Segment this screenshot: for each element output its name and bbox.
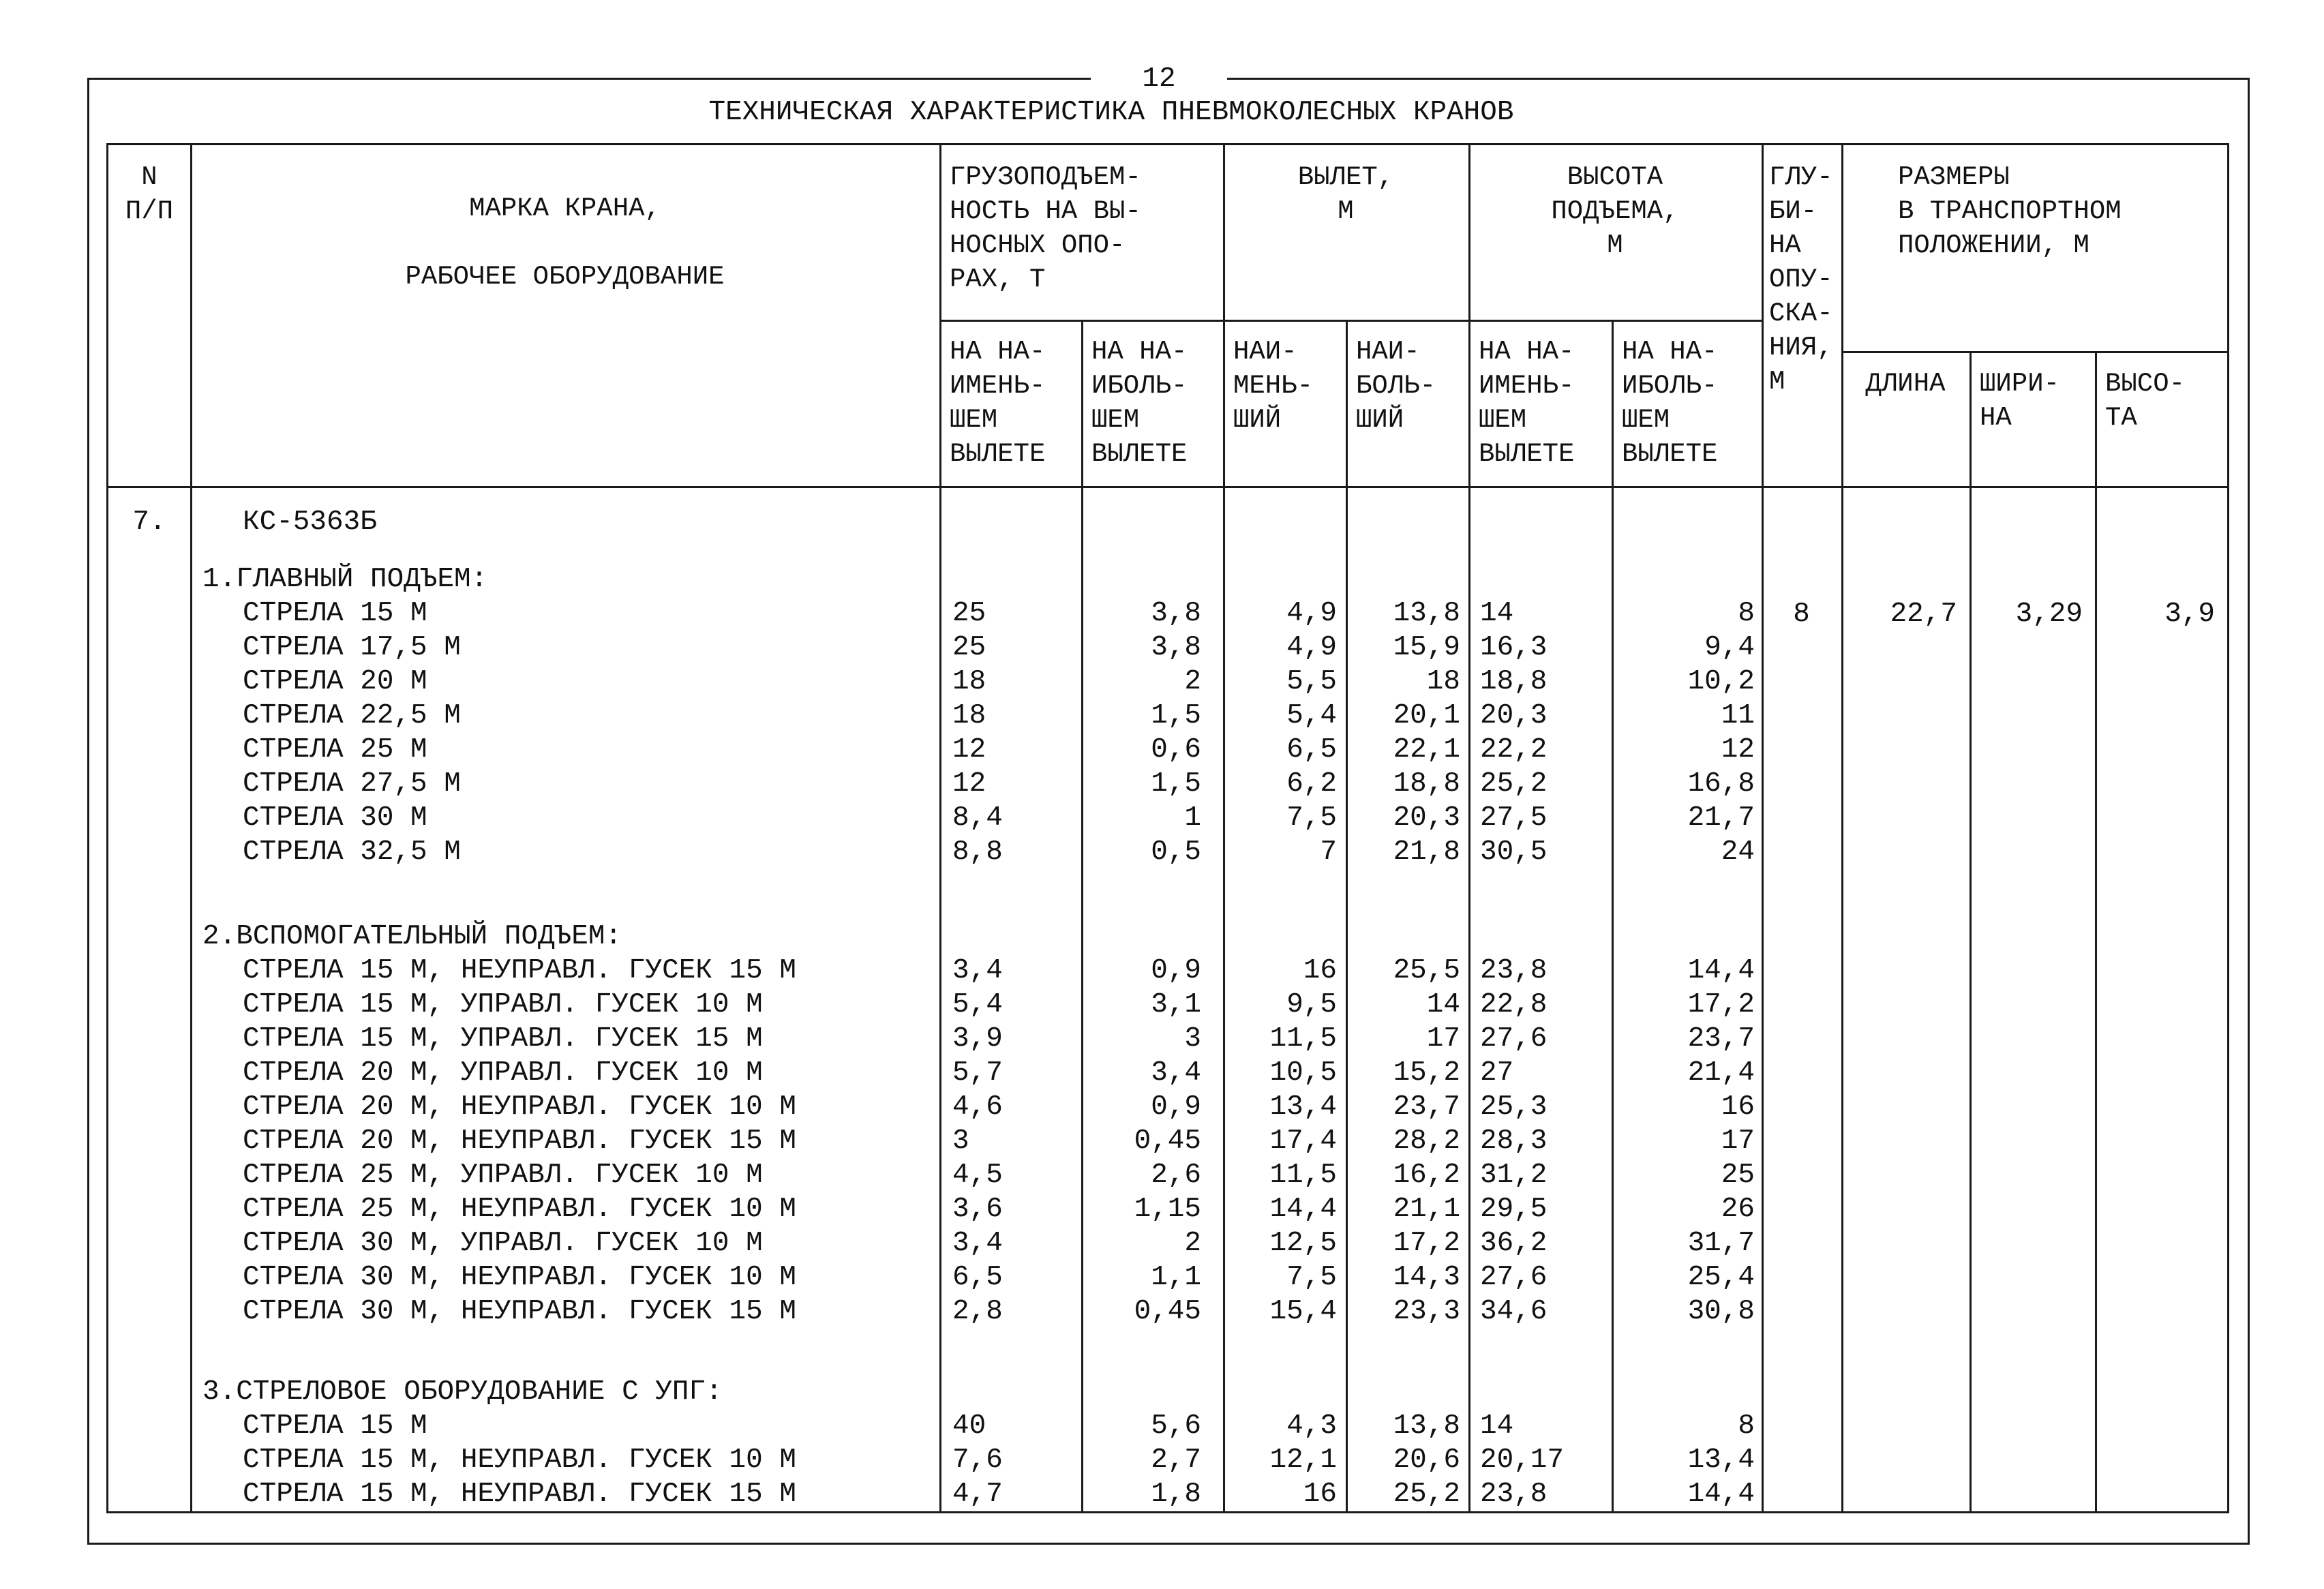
cell-reach-max: 17,2 (1393, 1228, 1460, 1259)
cell-reach-min: 5,5 (1286, 666, 1337, 697)
cell-h-max: 25,4 (1687, 1262, 1755, 1293)
cell-reach-min: 17,4 (1269, 1125, 1337, 1157)
cell-reach-max: 15,9 (1393, 632, 1460, 663)
cell-reach-max: 14 (1426, 989, 1460, 1020)
header-brand: МАРКА КРАНА, РАБОЧЕЕ ОБОРУДОВАНИЕ (405, 194, 725, 292)
cell-cap-max: 5,6 (1151, 1410, 1201, 1442)
cell-cap-min: 8,8 (952, 836, 1003, 868)
cell-cap-max: 3,8 (1151, 632, 1201, 663)
cell-h-max: 14,4 (1687, 955, 1755, 986)
row-name: СТРЕЛА 25 М, НЕУПРАВЛ. ГУСЕК 10 М (243, 1194, 796, 1225)
cell-reach-min: 7 (1320, 836, 1337, 868)
header-depth: ГЛУ- БИ- НА ОПУ- СКА- НИЯ, М (1769, 162, 1833, 397)
header-height-min: НА НА- ИМЕНЬ- ШЕМ ВЫЛЕТЕ (1479, 337, 1575, 469)
header-num: N П/П (125, 162, 174, 226)
cell-cap-max: 3,8 (1151, 598, 1201, 629)
cell-h-max: 9,4 (1704, 632, 1755, 663)
cell-h-min: 27 (1480, 1057, 1514, 1089)
cell-reach-max: 13,8 (1393, 1410, 1460, 1442)
section-title: 2.ВСПОМОГАТЕЛЬНЫЙ ПОДЪЕМ: (202, 921, 622, 952)
cell-reach-min: 16 (1303, 1479, 1337, 1510)
cell-h-min: 14 (1480, 1410, 1514, 1442)
cell-h-max: 17,2 (1687, 989, 1755, 1020)
row-name: СТРЕЛА 25 М, УПРАВЛ. ГУСЕК 10 М (243, 1160, 763, 1191)
cell-reach-min: 5,4 (1286, 700, 1337, 731)
cell-h-max: 21,4 (1687, 1057, 1755, 1089)
cell-h-max: 31,7 (1687, 1228, 1755, 1259)
cell-h-min: 27,5 (1480, 802, 1548, 834)
crane-depth: 8 (1793, 599, 1810, 630)
cell-cap-max: 1,5 (1151, 768, 1201, 800)
cell-h-min: 30,5 (1480, 836, 1548, 868)
cell-cap-min: 18 (952, 700, 986, 731)
cell-cap-min: 8,4 (952, 802, 1003, 834)
cell-h-min: 25,2 (1480, 768, 1548, 800)
row-name: СТРЕЛА 22,5 М (243, 700, 461, 731)
cell-h-max: 17 (1721, 1125, 1755, 1157)
cell-cap-max: 1,1 (1151, 1262, 1201, 1293)
cell-reach-min: 13,4 (1269, 1091, 1337, 1123)
cell-cap-max: 0,45 (1134, 1125, 1201, 1157)
row-name: СТРЕЛА 30 М, НЕУПРАВЛ. ГУСЕК 10 М (243, 1262, 796, 1293)
cell-reach-min: 14,4 (1269, 1194, 1337, 1225)
cell-h-max: 12 (1721, 734, 1755, 766)
cell-reach-max: 23,7 (1393, 1091, 1460, 1123)
cell-cap-min: 3 (952, 1125, 969, 1157)
cell-cap-min: 6,5 (952, 1262, 1003, 1293)
cell-cap-max: 0,9 (1151, 1091, 1201, 1123)
cell-h-max: 24 (1721, 836, 1755, 868)
cell-reach-min: 4,9 (1286, 598, 1337, 629)
cell-h-min: 31,2 (1480, 1160, 1548, 1191)
section-title: 3.СТРЕЛОВОЕ ОБОРУДОВАНИЕ С УПГ: (202, 1376, 723, 1408)
cell-reach-max: 15,2 (1393, 1057, 1460, 1089)
cell-cap-max: 1,8 (1151, 1479, 1201, 1510)
cell-cap-min: 7,6 (952, 1444, 1003, 1476)
page-number: 12 (1091, 60, 1227, 98)
cell-reach-min: 12,1 (1269, 1444, 1337, 1476)
header-height: ВЫСОТА ПОДЪЕМА, М (1551, 162, 1679, 260)
row-name: СТРЕЛА 15 М, НЕУПРАВЛ. ГУСЕК 10 М (243, 1444, 796, 1476)
row-name: СТРЕЛА 27,5 М (243, 768, 461, 800)
cell-h-max: 13,4 (1687, 1444, 1755, 1476)
header-width: ШИРИ- НА (1980, 369, 2060, 433)
cell-reach-min: 12,5 (1269, 1228, 1337, 1259)
cell-h-max: 21,7 (1687, 802, 1755, 834)
row-name: СТРЕЛА 15 М, УПРАВЛ. ГУСЕК 10 М (243, 989, 763, 1020)
cell-h-min: 18,8 (1480, 666, 1548, 697)
cell-h-min: 23,8 (1480, 1479, 1548, 1510)
cell-cap-min: 4,6 (952, 1091, 1003, 1123)
cell-cap-min: 25 (952, 632, 986, 663)
cell-cap-min: 3,6 (952, 1194, 1003, 1225)
row-name: СТРЕЛА 30 М, УПРАВЛ. ГУСЕК 10 М (243, 1228, 763, 1259)
cell-cap-max: 2,7 (1151, 1444, 1201, 1476)
cell-cap-min: 3,4 (952, 1228, 1003, 1259)
cell-reach-max: 25,5 (1393, 955, 1460, 986)
row-name: СТРЕЛА 15 М (243, 598, 427, 629)
cell-cap-max: 2 (1184, 666, 1201, 697)
cell-reach-max: 18,8 (1393, 768, 1460, 800)
cell-reach-max: 13,8 (1393, 598, 1460, 629)
cell-reach-max: 28,2 (1393, 1125, 1460, 1157)
cell-reach-max: 17 (1426, 1023, 1460, 1055)
cell-cap-max: 3 (1184, 1023, 1201, 1055)
cell-reach-min: 7,5 (1286, 1262, 1337, 1293)
cell-h-min: 28,3 (1480, 1125, 1548, 1157)
cell-reach-min: 10,5 (1269, 1057, 1337, 1089)
row-name: СТРЕЛА 15 М, НЕУПРАВЛ. ГУСЕК 15 М (243, 1479, 796, 1510)
cell-reach-min: 7,5 (1286, 802, 1337, 834)
cell-cap-min: 3,9 (952, 1023, 1003, 1055)
cell-h-min: 20,17 (1480, 1444, 1565, 1476)
row-name: СТРЕЛА 25 М (243, 734, 427, 766)
cell-h-max: 11 (1721, 700, 1755, 731)
cell-cap-max: 2 (1184, 1228, 1201, 1259)
cell-h-min: 27,6 (1480, 1262, 1548, 1293)
cell-reach-min: 6,5 (1286, 734, 1337, 766)
cell-cap-min: 18 (952, 666, 986, 697)
header-reach: ВЫЛЕТ, М (1297, 162, 1394, 226)
header-capacity: ГРУЗОПОДЪЕМ- НОСТЬ НА ВЫ- НОСНЫХ ОПО- РАХ, Т (950, 162, 1141, 294)
row-name: СТРЕЛА 15 М, НЕУПРАВЛ. ГУСЕК 15 М (243, 955, 796, 986)
crane-length: 22,7 (1890, 599, 1957, 630)
cell-h-min: 22,8 (1480, 989, 1548, 1020)
cell-cap-max: 0,45 (1134, 1296, 1201, 1327)
header-reach-max: НАИ- БОЛЬ- ШИЙ (1356, 337, 1436, 435)
cell-h-max: 16 (1721, 1091, 1755, 1123)
row-name: СТРЕЛА 20 М, НЕУПРАВЛ. ГУСЕК 15 М (243, 1125, 796, 1157)
cell-reach-max: 23,3 (1393, 1296, 1460, 1327)
row-name: СТРЕЛА 30 М, НЕУПРАВЛ. ГУСЕК 15 М (243, 1296, 796, 1327)
cell-h-min: 29,5 (1480, 1194, 1548, 1225)
cell-reach-min: 15,4 (1269, 1296, 1337, 1327)
header-capacity-max: НА НА- ИБОЛЬ- ШЕМ ВЫЛЕТЕ (1091, 337, 1188, 469)
cell-reach-min: 16 (1303, 955, 1337, 986)
cell-reach-max: 20,1 (1393, 700, 1460, 731)
cell-cap-max: 1 (1184, 802, 1201, 834)
crane-width: 3,29 (2015, 599, 2083, 630)
cell-cap-min: 5,7 (952, 1057, 1003, 1089)
cell-reach-max: 25,2 (1393, 1479, 1460, 1510)
cell-cap-max: 0,5 (1151, 836, 1201, 868)
cell-cap-min: 4,5 (952, 1160, 1003, 1191)
row-name: СТРЕЛА 32,5 М (243, 836, 461, 868)
cell-reach-min: 11,5 (1269, 1160, 1337, 1191)
crane-model: КС-5363Б (243, 506, 377, 538)
row-name: СТРЕЛА 20 М, УПРАВЛ. ГУСЕК 10 М (243, 1057, 763, 1089)
section-title: 1.ГЛАВНЫЙ ПОДЪЕМ: (202, 564, 488, 595)
specs-table (106, 143, 2229, 1513)
cell-cap-min: 3,4 (952, 955, 1003, 986)
row-name: СТРЕЛА 17,5 М (243, 632, 461, 663)
cell-cap-min: 5,4 (952, 989, 1003, 1020)
crane-index: 7. (132, 506, 166, 538)
cell-cap-min: 4,7 (952, 1479, 1003, 1510)
cell-h-min: 34,6 (1480, 1296, 1548, 1327)
cell-h-min: 14 (1480, 598, 1514, 629)
cell-h-max: 25 (1721, 1160, 1755, 1191)
cell-h-max: 26 (1721, 1194, 1755, 1225)
cell-reach-max: 18 (1426, 666, 1460, 697)
cell-cap-min: 12 (952, 734, 986, 766)
cell-h-max: 23,7 (1687, 1023, 1755, 1055)
cell-h-max: 8 (1738, 598, 1755, 629)
row-name: СТРЕЛА 20 М (243, 666, 427, 697)
cell-cap-min: 2,8 (952, 1296, 1003, 1327)
cell-cap-max: 1,5 (1151, 700, 1201, 731)
row-name: СТРЕЛА 15 М (243, 1410, 427, 1442)
header-capacity-min: НА НА- ИМЕНЬ- ШЕМ ВЫЛЕТЕ (950, 337, 1046, 469)
cell-reach-min: 11,5 (1269, 1023, 1337, 1055)
cell-reach-min: 9,5 (1286, 989, 1337, 1020)
header-dim-height: ВЫСО- ТА (2105, 369, 2186, 433)
header-dimensions: РАЗМЕРЫ В ТРАНСПОРТНОМ ПОЛОЖЕНИИ, М (1898, 162, 2122, 260)
cell-reach-max: 20,3 (1393, 802, 1460, 834)
cell-h-min: 23,8 (1480, 955, 1548, 986)
document-title: ТЕХНИЧЕСКАЯ ХАРАКТЕРИСТИКА ПНЕВМОКОЛЕСНЫХ КРАНОВ (708, 97, 1514, 128)
cell-reach-min: 4,9 (1286, 632, 1337, 663)
cell-reach-min: 6,2 (1286, 768, 1337, 800)
cell-h-min: 27,6 (1480, 1023, 1548, 1055)
cell-cap-max: 0,9 (1151, 955, 1201, 986)
cell-cap-min: 25 (952, 598, 986, 629)
cell-h-min: 20,3 (1480, 700, 1548, 731)
cell-cap-max: 3,1 (1151, 989, 1201, 1020)
cell-reach-min: 4,3 (1286, 1410, 1337, 1442)
cell-h-min: 22,2 (1480, 734, 1548, 766)
cell-h-max: 16,8 (1687, 768, 1755, 800)
cell-h-max: 8 (1738, 1410, 1755, 1442)
cell-h-max: 14,4 (1687, 1479, 1755, 1510)
cell-cap-min: 12 (952, 768, 986, 800)
cell-h-min: 16,3 (1480, 632, 1548, 663)
cell-reach-max: 21,1 (1393, 1194, 1460, 1225)
cell-reach-max: 20,6 (1393, 1444, 1460, 1476)
row-name: СТРЕЛА 15 М, УПРАВЛ. ГУСЕК 15 М (243, 1023, 763, 1055)
crane-height: 3,9 (2164, 599, 2215, 630)
row-name: СТРЕЛА 20 М, НЕУПРАВЛ. ГУСЕК 10 М (243, 1091, 796, 1123)
header-height-max: НА НА- ИБОЛЬ- ШЕМ ВЫЛЕТЕ (1622, 337, 1718, 469)
cell-reach-max: 14,3 (1393, 1262, 1460, 1293)
header-length: ДЛИНА (1865, 369, 1946, 399)
cell-h-max: 30,8 (1687, 1296, 1755, 1327)
cell-h-min: 25,3 (1480, 1091, 1548, 1123)
cell-reach-max: 22,1 (1393, 734, 1460, 766)
cell-cap-max: 2,6 (1151, 1160, 1201, 1191)
cell-reach-max: 16,2 (1393, 1160, 1460, 1191)
cell-h-min: 36,2 (1480, 1228, 1548, 1259)
cell-reach-max: 21,8 (1393, 836, 1460, 868)
cell-cap-max: 0,6 (1151, 734, 1201, 766)
cell-cap-min: 40 (952, 1410, 986, 1442)
header-reach-min: НАИ- МЕНЬ- ШИЙ (1233, 337, 1314, 435)
cell-h-max: 10,2 (1687, 666, 1755, 697)
row-name: СТРЕЛА 30 М (243, 802, 427, 834)
cell-cap-max: 3,4 (1151, 1057, 1201, 1089)
cell-cap-max: 1,15 (1134, 1194, 1201, 1225)
